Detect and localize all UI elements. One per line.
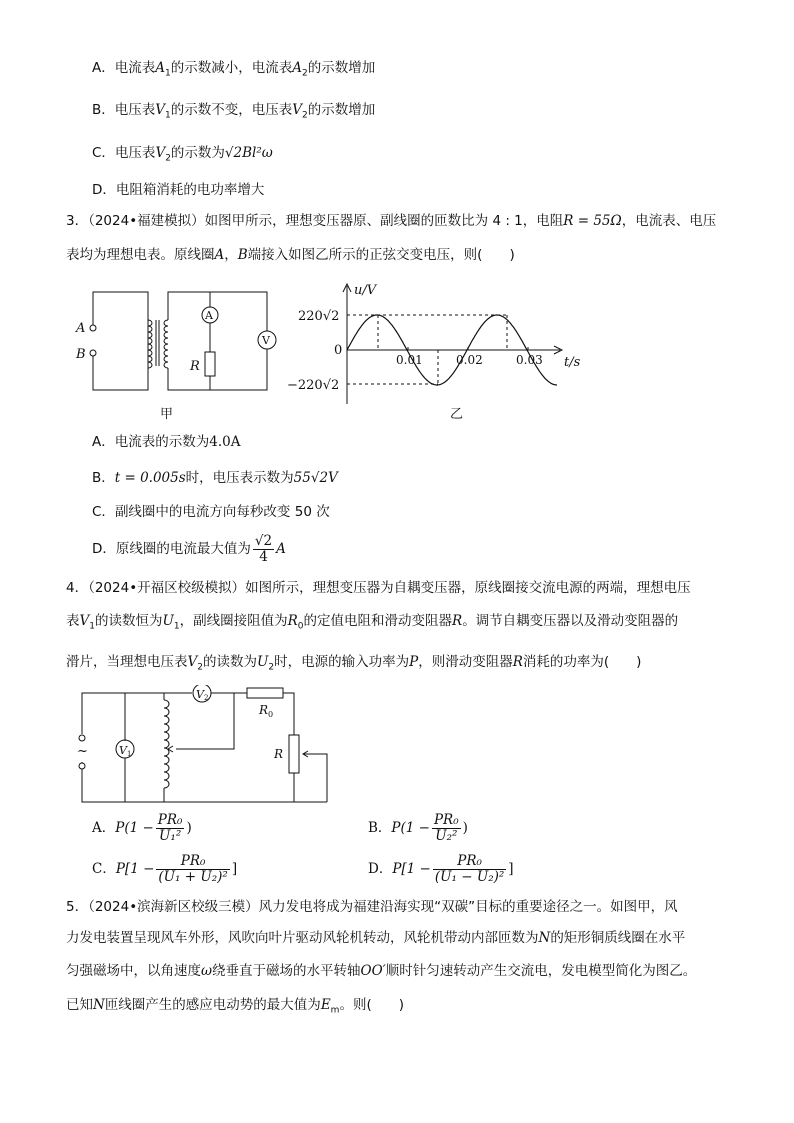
q3-fig-yi-caption: 乙 bbox=[450, 407, 464, 422]
q4-option-c-fraction: $\frac{\text{PR₀}}{\text{(U₁ + U₂)²}}$ bbox=[158, 853, 228, 885]
q3-fig-jia-caption: 甲 bbox=[160, 407, 174, 422]
q3-fig-yi-ymin: −220√2 bbox=[287, 378, 340, 393]
q4-fig-r-label: R bbox=[274, 747, 284, 761]
q3-fig-yi-origin: 0 bbox=[334, 343, 343, 358]
q3-stem-line1: 3．（2024•福建模拟）如图甲所示，理想变压器原、副线圈的匝数比为 4 : 1，电阻R = 55Ω，电流表、电压 bbox=[66, 213, 717, 229]
q5-stem-line3: 匀强磁场中，以角速度ω绕垂直于磁场的水平转轴OO′顺时针匀速转动产生交流电，发电模型简化为图乙。 bbox=[66, 963, 697, 979]
q4-option-b-fraction: $\frac{\text{PR₀}}{\text{U₂²}}$ bbox=[433, 812, 459, 844]
q3-fig-jia-ammeter-label: A bbox=[205, 309, 213, 322]
q3-fig-jia-voltmeter-label: V bbox=[262, 334, 270, 347]
q2-option-c: C．电压表$V_2$的示数为√2Bl²ω bbox=[92, 145, 273, 164]
q4-option-c: C．P[1 − $\frac{\text{PR₀}}{\text{(U₁ + U₂)²}}$ ] bbox=[92, 853, 238, 885]
q3-fig-jia-resistor-label: R bbox=[190, 359, 200, 374]
q4-fig-v1-sub: 1 bbox=[127, 750, 132, 758]
q5-stem-line2: 力发电装置呈现风车外形，风吹向叶片驱动风轮机转动，风轮机带动内部匝数为N的矩形铜质线圈在水平 bbox=[66, 930, 686, 946]
q4-stem-line1: 4．（2024•开福区校级模拟）如图所示，理想变压器为自耦变压器，原线圈接交流电源的两端，理想电压 bbox=[66, 580, 691, 596]
q3-figure-yi bbox=[280, 276, 595, 428]
q4-option-d-fraction: $\frac{\text{PR₀}}{\text{(U₁ − U₂)²}}$ bbox=[434, 853, 505, 885]
q4-option-a-fraction: $\frac{\text{PR₀}}{\text{U₁²}}$ bbox=[157, 812, 183, 844]
q5-stem-line4: 已知N匝线圈产生的感应电动势的最大值为$E_m$。则( ) bbox=[66, 997, 404, 1016]
q2-option-a: A．电流表$A_1$的示数减小，电流表$A_2$的示数增加 bbox=[92, 60, 376, 79]
q5-stem-line1: 5．（2024•滨海新区校级三模）风力发电将成为福建沿海实现“双碳”目标的重要途径之一。如图甲，风 bbox=[66, 899, 678, 915]
q4-stem-line3: 滑片，当理想电压表$V_2$的读数为$U_2$时，电源的输入功率为P，则滑动变阻器R消耗的功率为( ) bbox=[66, 654, 642, 673]
q3-fig-yi-ymax: 220√2 bbox=[298, 309, 340, 324]
q3-fig-jia-label-a: A bbox=[76, 321, 86, 336]
q4-option-d: D．P[1 − $\frac{\text{PR₀}}{\text{(U₁ − U₂)²}}$ ] bbox=[368, 853, 514, 885]
q4-circuit-figure bbox=[72, 685, 334, 807]
q3-option-c: C．副线圈中的电流方向每秒改变 50 次 bbox=[92, 504, 330, 520]
q4-fig-v1-label: V bbox=[119, 744, 127, 757]
q4-option-a: A．P(1 − $\frac{\text{PR₀}}{\text{U₁²}}$ ) bbox=[92, 812, 192, 844]
q4-stem-line2: 表$V_1$的读数恒为$U_1$，副线圈接阻值为$R_0$的定值电阻和滑动变阻器R。调节自耦变压器以及滑动变阻器的 bbox=[66, 613, 679, 632]
q3-fig-yi-x-axis: t/s bbox=[564, 355, 581, 370]
q3-option-d-fraction: $\frac{√2}{4}$ bbox=[254, 532, 273, 565]
q3-figure-jia bbox=[72, 282, 282, 422]
q3-fig-yi-tick-3: 0.03 bbox=[516, 353, 543, 367]
q2-option-d: D．电阻箱消耗的电功率增大 bbox=[92, 182, 265, 198]
q2-option-b: B．电压表$V_1$的示数不变，电压表$V_2$的示数增加 bbox=[92, 102, 376, 121]
q3-fig-yi-tick-1: 0.01 bbox=[396, 353, 423, 367]
q4-option-b: B．P(1 − $\frac{\text{PR₀}}{\text{U₂²}}$ ) bbox=[368, 812, 468, 844]
q4-fig-source: ~ bbox=[77, 744, 88, 759]
q3-option-b: B．t = 0.005s时，电压表示数为55√2V bbox=[92, 470, 338, 486]
q3-fig-jia-label-b: B bbox=[76, 347, 86, 362]
q3-fig-yi-y-axis: u/V bbox=[354, 283, 377, 298]
q3-fig-yi-tick-2: 0.02 bbox=[456, 353, 483, 367]
q4-fig-r0-sub: 0 bbox=[268, 710, 274, 719]
q4-fig-v2-label: V bbox=[196, 688, 204, 701]
q3-option-a: A．电流表的示数为4.0A bbox=[92, 434, 241, 450]
q3-stem-line2: 表均为理想电表。原线圈A，B端接入如图乙所示的正弦交变电压，则( ) bbox=[66, 247, 515, 263]
q4-fig-v2-sub: 2 bbox=[204, 694, 209, 702]
q3-option-d: D．原线圈的电流最大值为 $\frac{√2}{4}$ A bbox=[92, 532, 286, 565]
q4-fig-r0-label: R bbox=[259, 703, 269, 717]
